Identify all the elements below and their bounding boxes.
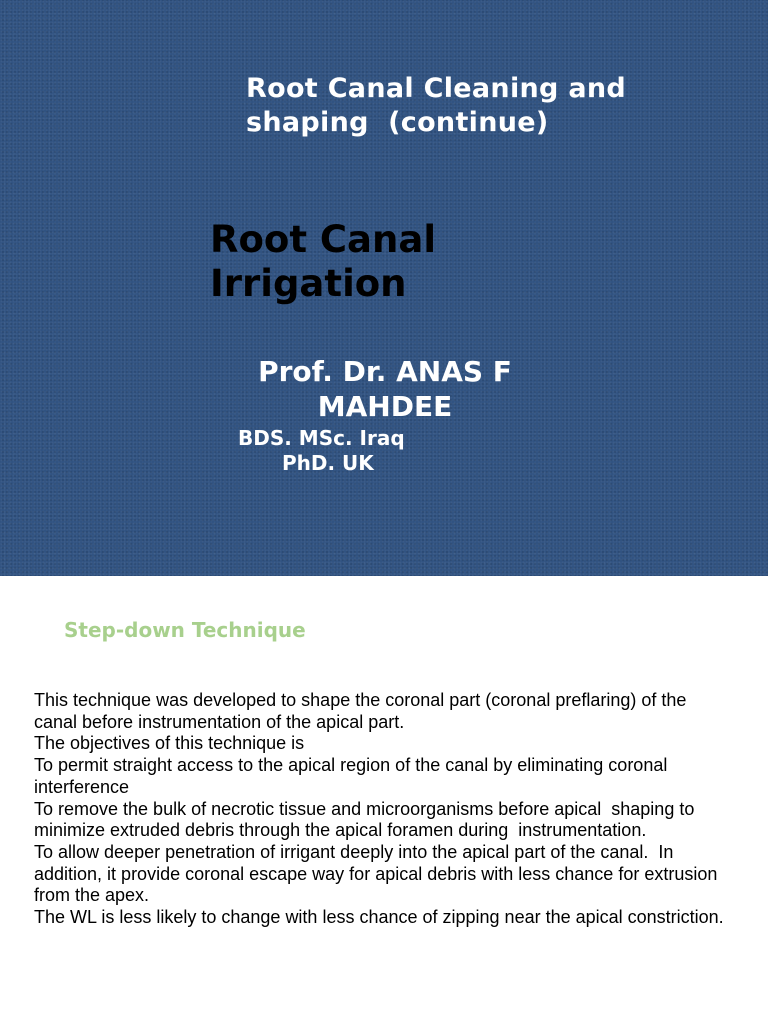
body-paragraph: To allow deeper penetration of irrigant deeply into the apical part of the canal. In addition, it provide coronal escape way for apical debris with less chance for extrusion from the apex. <box>34 841 723 906</box>
slide-subtitle: Root Canal Cleaning and shaping (continue) <box>246 73 636 138</box>
author-name: Prof. Dr. ANAS F MAHDEE <box>258 355 512 423</box>
body-paragraph: The WL is less likely to change with less chance of zipping near the apical constriction. <box>34 907 724 928</box>
body-paragraph: The objectives of this technique is <box>34 733 305 754</box>
body-paragraph: To permit straight access to the apical region of the canal by eliminating coronal interference <box>34 755 673 797</box>
body-paragraph: This technique was developed to shape the coronal part (coronal preflaring) of the canal before instrumentation of the apical part. <box>34 690 692 732</box>
author-credentials-line-2: PhD. UK <box>282 451 374 475</box>
body-paragraph: To remove the bulk of necrotic tissue and microorganisms before apical shaping to minimize extruded debris through the apical foramen during instrumentation. <box>34 798 700 841</box>
content-slide <box>0 576 768 1024</box>
section-heading: Step-down Technique <box>64 618 306 642</box>
body-text <box>34 690 734 929</box>
author-credentials-line-1: BDS. MSc. Iraq <box>238 426 405 450</box>
slide-title: Root Canal Irrigation <box>210 218 437 305</box>
